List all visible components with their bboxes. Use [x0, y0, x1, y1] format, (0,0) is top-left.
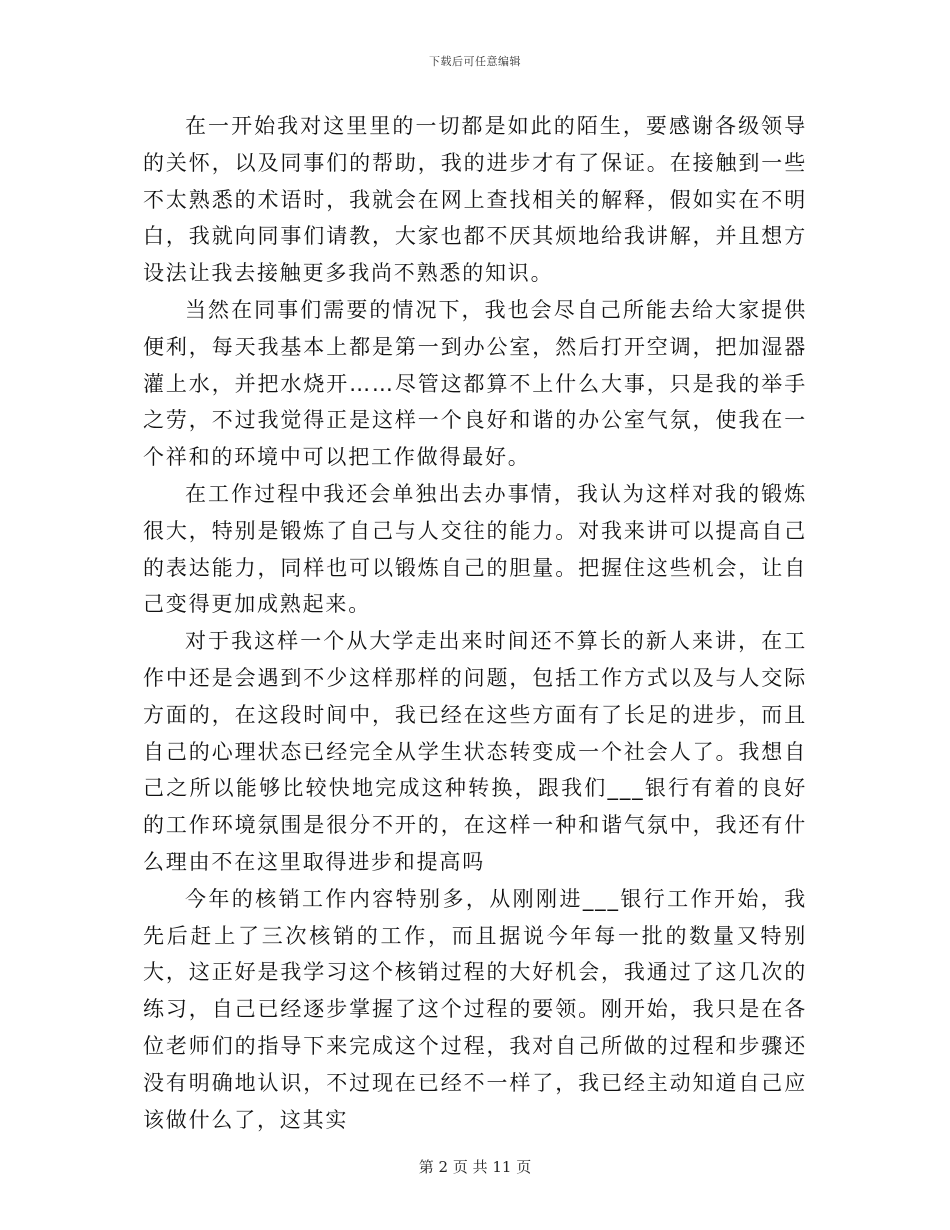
page-header: 下载后可任意编辑	[429, 55, 521, 68]
paragraph-3: 在工作过程中我还会单独出去办事情，我认为这样对我的锻炼很大，特别是锻炼了自己与人交往的能力。对我来讲可以提高自己的表达能力，同样也可以锻炼自己的胆量。把握住这些机会，让自己变得更加成熟起来。	[143, 481, 807, 617]
document-body	[143, 108, 807, 1138]
paragraph-4: 对于我这样一个从大学走出来时间还不算长的新人来讲，在工作中还是会遇到不少这样那样的问题，包括工作方式以及与人交际方面的，在这段时间中，我已经在这些方面有了长足的进步，而且自己的心理状态已经完全从学生状态转变成一个社会人了。我想自己之所以能够比较快地完成这种转换，跟我们___银行有着的良好的工作环境氛围是很分不开的，在这样一种和谐气氛中，我还有什么理由不在这里取得进步和提高吗	[143, 629, 807, 874]
page-footer: 第 2 页 共 11 页	[418, 1158, 532, 1176]
paragraph-5: 今年的核销工作内容特别多，从刚刚进___银行工作开始，我先后赶上了三次核销的工作，而且据说今年每一批的数量又特别大，这正好是我学习这个核销过程的大好机会，我通过了这几次的练习，自己已经逐步掌握了这个过程的要领。刚开始，我只是在各位老师们的指导下来完成这个过程，我对自己所做的过程和步骤还没有明确地认识，不过现在已经不一样了，我已经主动知道自己应该做什么了，这其实	[143, 886, 807, 1132]
paragraph-1: 在一开始我对这里里的一切都是如此的陌生，要感谢各级领导的关怀，以及同事们的帮助，我的进步才有了保证。在接触到一些不太熟悉的术语时，我就会在网上查找相关的解释，假如实在不明白，我就向同事们请教，大家也都不厌其烦地给我讲解，并且想方设法让我去接触更多我尚不熟悉的知识。	[143, 114, 807, 286]
paragraph-2: 当然在同事们需要的情况下，我也会尽自己所能去给大家提供便利，每天我基本上都是第一到办公室，然后打开空调，把加湿器灌上水，并把水烧开……尽管这都算不上什么大事，只是我的举手之劳，不过我觉得正是这样一个良好和谐的办公室气氛，使我在一个祥和的环境中可以把工作做得最好。	[143, 297, 807, 470]
